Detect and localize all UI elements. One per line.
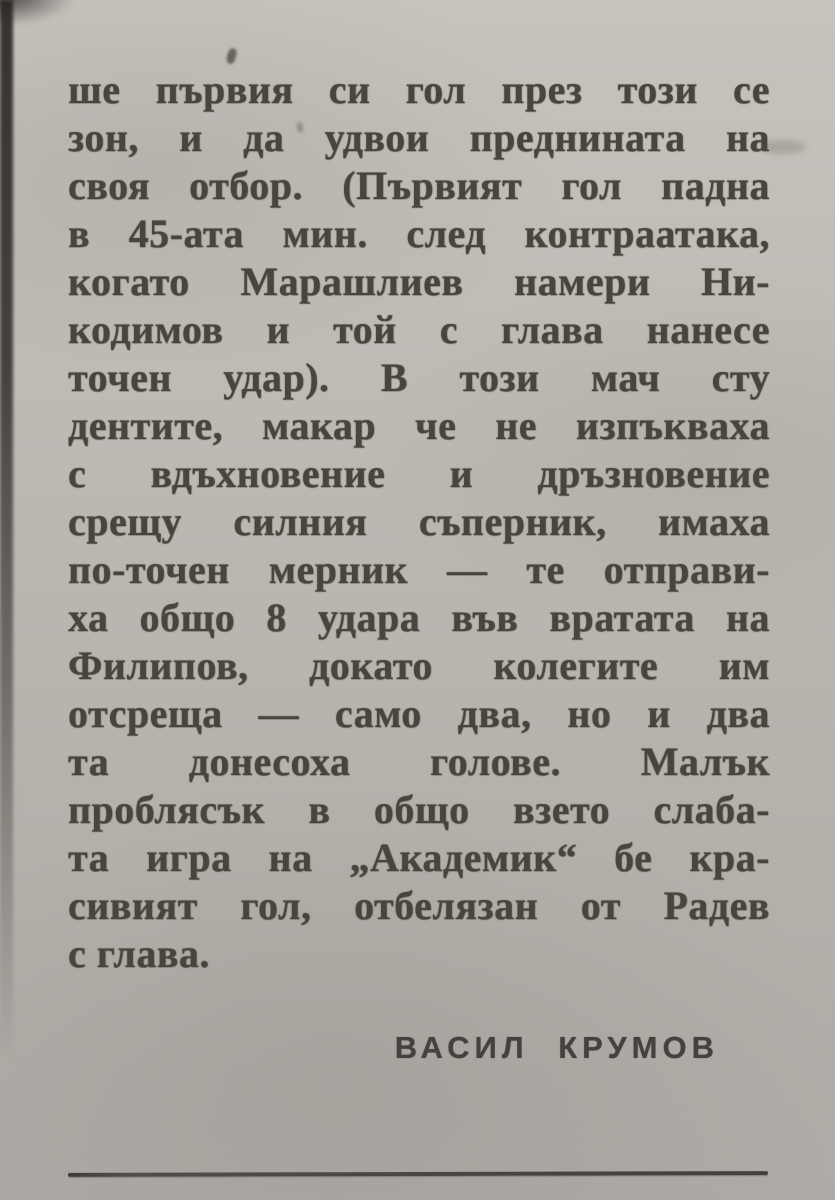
bottom-divider-rule [68,1171,768,1177]
text-line: в 45-ата мин. след контраатака, [68,211,770,256]
text-line: с вдъхновение и дръзновение [68,451,770,496]
text-line: срещу силния съперник, имаха [68,499,770,544]
text-line: дентите, макар че не изпъкваха [68,403,770,448]
text-line: ха общо 8 удара във вратата на [68,595,770,640]
scan-corner-blotch [0,0,76,26]
text-line: Филипов, докато колегите им [68,643,770,688]
text-line: с глава. [68,931,210,976]
scan-edge-shadow [0,0,13,1060]
text-line: кодимов и той с глава нанесе [68,307,770,352]
author-byline: ВАСИЛ КРУМОВ [394,1030,719,1065]
article-text-column [68,66,770,978]
text-line: точен удар). В този мач сту [68,355,770,400]
text-line: когато Марашлиев намери Ни- [68,259,770,304]
text-line: по-точен мерник — те отправи- [68,547,770,592]
text-line: отсреща — само два, но и два [68,691,770,736]
text-line: проблясък в общо взето слаба- [68,787,770,832]
text-line: своя отбор. (Първият гол падна [68,163,770,208]
text-line: та донесоха голове. Малък [68,739,770,784]
text-line: ше първия си гол през този се [68,67,770,112]
text-line: сивият гол, отбелязан от Радев [68,883,770,928]
text-line: зон, и да удвои преднината на [68,115,770,160]
text-line: та игра на „Академик“ бе кра- [68,835,770,880]
ink-speck [225,47,239,65]
